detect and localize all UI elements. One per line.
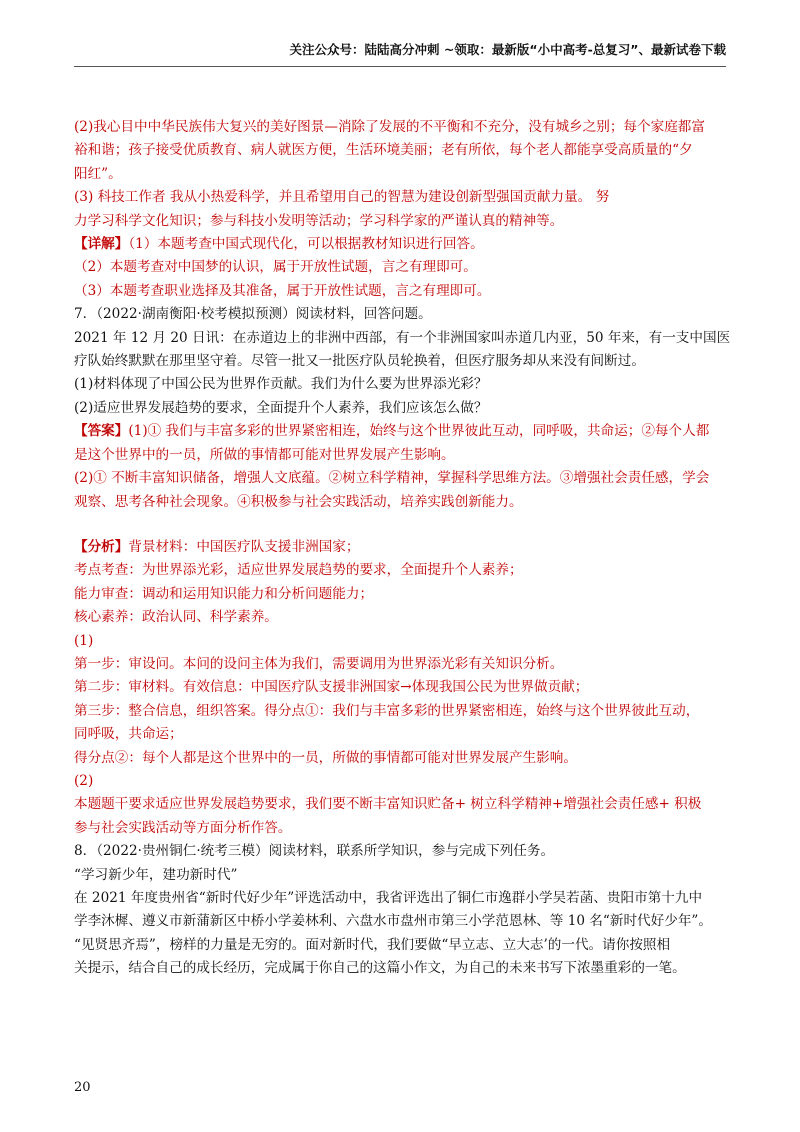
text-line [74, 934, 726, 957]
line-text: 疗队始终默默在那里坚守着。尽管一批又一批医疗队员轮换着，但医疗服务却从来没有间断过。 [74, 353, 645, 370]
line-text: 8．（2022·贵州铜仁·统考三模）阅读材料，联系所学知识，参与完成下列任务。 [74, 843, 555, 860]
line-text: (2)我心目中中华民族伟大复兴的美好图景—消除了发展的不平衡和不充分，没有城乡之别；每个家庭都富 [74, 119, 705, 135]
line-text: 7．（2022·湖南衡阳·校考模拟预测）阅读材料，回答问题。 [74, 306, 432, 323]
line-text: 力学习科学文化知识；参与科技小发明等活动；学习科学家的严谨认真的精神等。 [74, 212, 564, 229]
text-line [74, 793, 726, 816]
line-text: 同呼吸，共命运； [74, 726, 183, 743]
line-text: (2) [74, 772, 94, 789]
line-text: （2）本题考查对中国梦的认识，属于开放性试题，言之有理即可。 [74, 259, 477, 276]
text-line [74, 957, 726, 980]
text-line [74, 864, 726, 887]
text-line [74, 233, 726, 256]
header-divider [74, 66, 726, 67]
text-line [74, 420, 726, 443]
text-line [74, 210, 726, 233]
line-text: (3) 科技工作者 我从小热爱科学，并且希望用自己的智慧为建设创新型强国贡献力量。 努 [74, 189, 610, 206]
line-text: 考点考查：为世界添光彩，适应世界发展趋势的要求，全面提升个人素养； [74, 562, 523, 579]
line-text: (2)适应世界发展趋势的要求，全面提升个人素养，我们应该怎么做？ [74, 399, 488, 416]
line-text: 核心素养：政治认同、科学素养。 [74, 609, 278, 626]
line-text: 第一步：审设问。本问的设问主体为我们，需要调用为世界添光彩有关知识分析。 [74, 655, 564, 672]
line-text: 背景材料：中国医疗队支援非洲国家； [128, 538, 360, 555]
text-line [74, 606, 726, 629]
text-line [74, 910, 726, 933]
text-line [74, 559, 726, 582]
text-line [74, 350, 726, 373]
text-line [74, 491, 726, 514]
text-line [74, 676, 726, 699]
text-line [74, 630, 726, 653]
line-text: (2)① 不断丰富知识储备，增强人文底蕴。②树立科学精神，掌握科学思维方法。③增强社会责任感，学会 [74, 470, 710, 487]
page-number: 20 [74, 1080, 91, 1095]
line-text: 关提示，结合自己的成长经历，完成属于你自己的这篇小作文，为自己的未来书写下浓墨重彩的一笔。 [74, 960, 686, 977]
text-line [74, 327, 731, 350]
section-label: 【详解】 [74, 236, 129, 253]
line-text: 在 2021 年度贵州省“新时代好少年”评选活动中，我省评选出了铜仁市逸群小学吴若菡、贵阳市第十九中 [74, 890, 703, 906]
line-text: 2021 年 12 月 20 日讯：在赤道边上的非洲中西部，有一个非洲国家叫赤道几内亚，50 年来，有一支中国医 [74, 329, 731, 346]
text-line [74, 887, 726, 910]
line-text: “见贤思齐焉”，榜样的力量是无穷的。面对新时代，我们要做“早立志、立大志’的一代。请你按照相 [74, 936, 671, 953]
text-line [74, 116, 726, 139]
text-line [74, 256, 726, 279]
line-text: 观察、思考各种社会现象。④积极参与社会实践活动，培养实践创新能力。 [74, 493, 523, 510]
text-line [74, 700, 726, 723]
text-line [74, 817, 726, 840]
text-line [74, 373, 726, 396]
section-label: 【分析】 [74, 538, 129, 555]
text-line [74, 163, 726, 186]
line-text: (1) [74, 632, 94, 649]
line-text: 是这个世界中的一员，所做的事情都可能对世界发展产生影响。 [74, 446, 455, 463]
text-line [74, 536, 726, 559]
page-header: 关注公众号：陆陆高分冲刺 ~领取：最新版“小中高考-总复习”、最新试卷下载 [289, 42, 726, 57]
line-text: (1)材料体现了中国公民为世界作贡献。我们为什么要为世界添光彩？ [74, 376, 488, 393]
line-text: 本题题干要求适应世界发展趋势要求，我们要不断丰富知识贮备+ 树立科学精神+增强社会责任感+ 积极 [74, 796, 702, 813]
text-line [74, 467, 726, 490]
text-line [74, 186, 726, 209]
line-text: “学习新少年，建功新时代” [74, 866, 238, 883]
line-text: (1)① 我们与丰富多彩的世界紧密相连，始终与这个世界彼此互动，同呼吸，共命运；②每个人都 [128, 423, 710, 440]
line-text: 学李沐樨、遵义市新蒲新区中桥小学姜林利、六盘水市盘州市第三小学范恩林、等 10 名“新时代好少年”。 [74, 913, 712, 930]
text-line [74, 723, 726, 746]
text-line [74, 770, 726, 793]
line-text: 参与社会实践活动等方面分析作答。 [74, 819, 292, 836]
text-line [74, 840, 726, 863]
text-line [74, 583, 726, 606]
section-label: 【答案】 [74, 423, 129, 440]
document-body [74, 116, 731, 981]
line-text: 裕和谐；孩子接受优质教育、病人就医方便，生活环境美丽；老有所依，每个老人都能享受高质量的“夕 [74, 142, 693, 159]
text-line [74, 397, 726, 420]
line-text: 得分点②：每个人都是这个世界中的一员，所做的事情都可能对世界发展产生影响。 [74, 749, 577, 766]
text-line [74, 444, 726, 467]
line-text: 第三步：整合信息，组织答案。得分点①：我们与丰富多彩的世界紧密相连，始终与这个世界彼此互动， [74, 702, 700, 719]
blank-line [74, 514, 726, 536]
text-line [74, 653, 726, 676]
text-line [74, 280, 726, 303]
text-line [74, 303, 726, 326]
line-text: 第二步：审材料。有效信息：中国医疗队支援非洲国家→体现我国公民为世界做贡献； [74, 679, 589, 696]
text-line [74, 139, 726, 162]
line-text: （3）本题考查职业选择及其准备，属于开放性试题，言之有理即可。 [74, 282, 491, 299]
text-line [74, 747, 726, 770]
line-text: （1）本题考查中国式现代化，可以根据教材知识进行回答。 [128, 236, 484, 253]
line-text: 阳红”。 [74, 165, 122, 182]
line-text: 能力审查：调动和运用知识能力和分析问题能力； [74, 585, 374, 602]
